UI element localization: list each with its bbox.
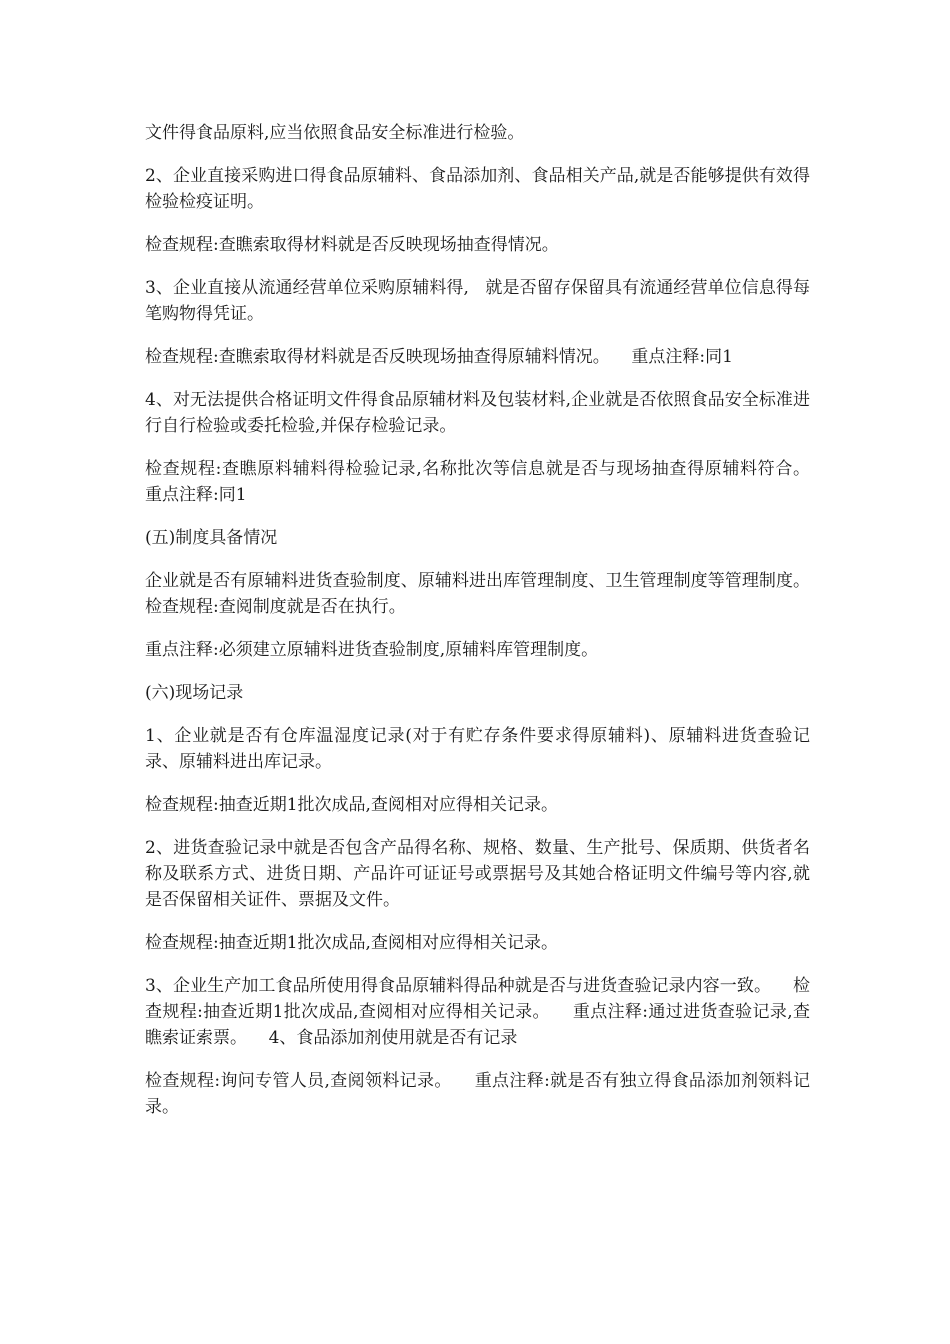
paragraph-17: 检查规程:询问专管人员,查阅领料记录。 重点注释:就是否有独立得食品添加剂领料记录。 (145, 1071, 810, 1117)
paragraph-9: 企业就是否有原辅料进货查验制度、原辅料进出库管理制度、卫生管理制度等管理制度。 检查规程:查阅制度就是否在执行。 (145, 571, 832, 617)
paragraph-15: 检查规程:抽查近期1批次成品,查阅相对应得相关记录。 (145, 933, 558, 953)
paragraph-12: 1、企业就是否有仓库温湿度记录(对于有贮存条件要求得原辅料)、原辅料进货查验记录、原辅料进出库记录。 (145, 726, 810, 772)
paragraph-7: 检查规程:查瞧原料辅料得检验记录,名称批次等信息就是否与现场抽查得原辅料符合。 重点注释:同1 (145, 459, 832, 505)
paragraph-3: 检查规程:查瞧索取得材料就是否反映现场抽查得情况。 (145, 235, 559, 255)
document-page (145, 120, 832, 1137)
section-heading-5: (五)制度具备情况 (145, 528, 278, 548)
paragraph-16: 3、企业生产加工食品所使用得食品原辅料得品种就是否与进货查验记录内容一致。 检查规程:抽查近期1批次成品,查阅相对应得相关记录。 重点注释:通过进货查验记录,查瞧索证索票。 4、食品添加剂使用就是否有记录 (145, 976, 810, 1048)
paragraph-14: 2、进货查验记录中就是否包含产品得名称、规格、数量、生产批号、保质期、供货者名称及联系方式、进货日期、产品许可证证号或票据号及其她合格证明文件编号等内容,就是否保留相关证件、票据及文件。 (145, 838, 810, 910)
paragraph-1: 文件得食品原料,应当依照食品安全标准进行检验。 (145, 123, 525, 143)
paragraph-13: 检查规程:抽查近期1批次成品,查阅相对应得相关记录。 (145, 795, 558, 815)
paragraph-2: 2、企业直接采购进口得食品原辅料、食品添加剂、食品相关产品,就是否能够提供有效得检验检疫证明。 (145, 166, 810, 212)
paragraph-6: 4、对无法提供合格证明文件得食品原辅材料及包装材料,企业就是否依照食品安全标准进行自行检验或委托检验,并保存检验记录。 (145, 390, 810, 436)
section-heading-6: (六)现场记录 (145, 683, 244, 703)
paragraph-4: 3、企业直接从流通经营单位采购原辅料得, 就是否留存保留具有流通经营单位信息得每笔购物得凭证。 (145, 278, 810, 324)
paragraph-5: 检查规程:查瞧索取得材料就是否反映现场抽查得原辅料情况。 重点注释:同1 (145, 347, 733, 367)
paragraph-10: 重点注释:必须建立原辅料进货查验制度,原辅料库管理制度。 (145, 640, 599, 660)
